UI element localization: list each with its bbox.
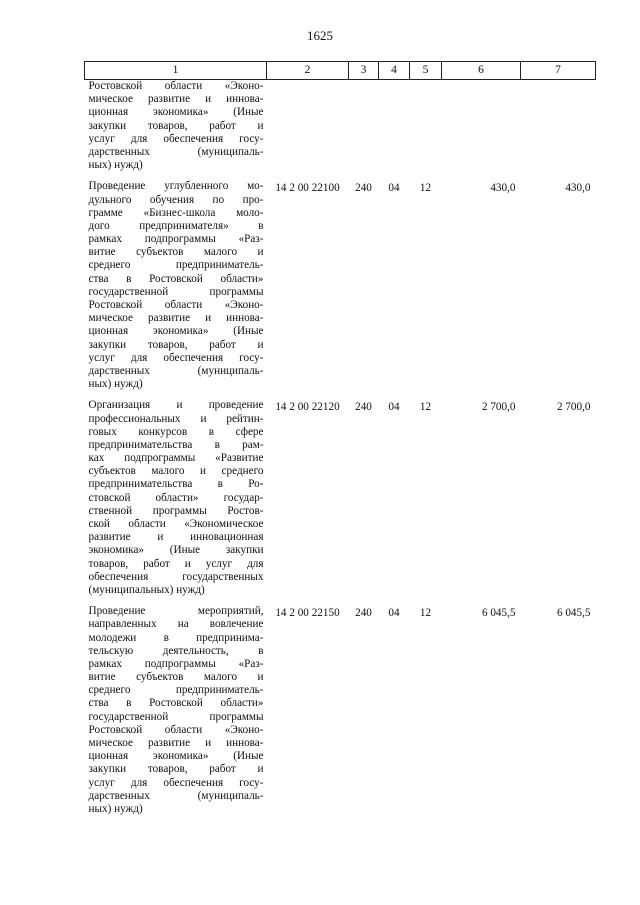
description-line: ных) нужд) [88,159,143,172]
description-line: услуг для обеспечения госу- [88,132,264,145]
description-line: дарственных (муниципаль- [88,364,264,377]
amount-year-1: 430,0 [490,182,516,195]
description-line: стовской области» государ- [88,491,264,504]
amount-year-1: 2 700,0 [481,401,516,414]
section-code: 04 [388,401,400,414]
amount-year-2: 6 045,5 [556,607,591,620]
description-line: услуг для обеспечения госу- [88,351,264,364]
description-line: рамках подпрограммы «Раз- [88,657,264,670]
column-header: 2 [267,62,349,80]
table-row [85,605,596,824]
section-code [379,80,410,181]
expense-description [85,180,267,399]
description-line: развитие и инновационная [88,531,264,544]
description-line: Проведение мероприятий, [88,605,264,618]
expense-description [85,80,267,181]
column-header: 4 [379,62,410,80]
description-line: Организация и проведение [88,399,264,412]
page-number: 1625 [307,28,333,43]
description-line: Ростовской области «Эконо- [88,723,264,736]
description-line: Ростовской области «Эконо- [88,80,264,92]
description-line: Проведение углубленного мо- [88,180,264,193]
table-row [85,80,596,181]
amount-year-1 [442,80,521,181]
description-line: среднего предприниматель- [88,684,264,697]
subsection-code: 12 [419,182,432,195]
target-article-code: 14 2 00 22120 [275,401,340,414]
target-article-code [267,80,349,181]
amount-year-1: 6 045,5 [481,607,516,620]
description-line: закупки товаров, работ и [88,763,264,776]
subsection-code [410,80,442,181]
description-line: говых конкурсов в сфере [88,425,264,438]
expense-type-code: 240 [355,182,372,195]
column-header: 7 [521,62,596,80]
description-line: закупки товаров, работ и [88,338,264,351]
description-line: ционная экономика» (Иные [88,325,264,338]
budget-table [84,61,596,824]
description-line: государственной программы [88,285,264,298]
amount-year-2: 430,0 [565,182,591,195]
section-code: 04 [388,607,400,620]
description-line: услуг для обеспечения госу- [88,776,264,789]
description-line: дарственных (муниципаль- [88,145,264,158]
expense-type-code: 240 [355,401,372,414]
description-line: ных) нужд) [88,378,143,391]
table-header-row [85,62,596,80]
column-header: 1 [85,62,267,80]
description-line: закупки товаров, работ и [88,119,264,132]
description-line: мическое развитие и иннова- [88,312,264,325]
expense-description [85,605,267,824]
table-row [85,180,596,399]
description-line: грамме «Бизнес-школа моло- [88,206,264,219]
description-line: товаров, работ и услуг для [88,557,264,570]
expense-description [85,399,267,605]
column-header: 3 [349,62,379,80]
description-line: рамках подпрограммы «Раз- [88,233,264,246]
description-line: мическое развитие и иннова- [88,737,264,749]
description-line: (муниципальных) нужд) [88,583,205,596]
description-line: направленных на вовлечение [88,618,264,631]
table-row [85,399,596,605]
description-line: ственной программы Ростов- [88,504,264,517]
description-line: ционная экономика» (Иные [88,106,264,119]
description-line: витие субъектов малого и [88,246,264,259]
amount-year-2 [521,80,596,181]
description-line: ных) нужд) [88,802,143,815]
section-code: 04 [388,182,400,195]
description-line: Ростовской области «Эконо- [88,299,264,311]
description-line: мическое развитие и иннова- [88,93,264,106]
description-line: среднего предприниматель- [88,259,264,272]
description-line: субъектов малого и среднего [88,465,264,478]
description-line: предпринимательства в Ро- [88,478,264,491]
description-line: ках подпрограммы «Развитие [88,452,264,465]
expense-type-code [349,80,379,181]
description-line: ской области «Экономическое [88,518,264,530]
column-header: 5 [410,62,442,80]
description-line: ционная экономика» (Иные [88,750,264,763]
description-line: дарственных (муниципаль- [88,789,264,802]
subsection-code: 12 [419,607,432,620]
description-line: дульного обучения по про- [88,193,264,206]
description-line: профессиональных и рейтин- [88,412,264,425]
description-line: предпринимательства в рам- [88,438,264,451]
description-line: ства в Ростовской области» [88,697,264,710]
description-line: витие субъектов малого и [88,671,264,684]
column-header: 6 [442,62,521,80]
target-article-code: 14 2 00 22100 [275,182,340,195]
description-line: государственной программы [88,710,264,723]
description-line: дого предпринимателя» в [88,219,264,232]
target-article-code: 14 2 00 22150 [275,607,340,620]
expense-type-code: 240 [355,607,372,620]
description-line: тельскую деятельность, в [88,644,264,657]
amount-year-2: 2 700,0 [556,401,591,414]
description-line: ства в Ростовской области» [88,272,264,285]
description-line: экономика» (Иные закупки [88,544,264,557]
subsection-code: 12 [419,401,432,414]
description-line: молодежи в предпринима- [88,631,264,644]
description-line: обеспечения государственных [88,570,264,583]
